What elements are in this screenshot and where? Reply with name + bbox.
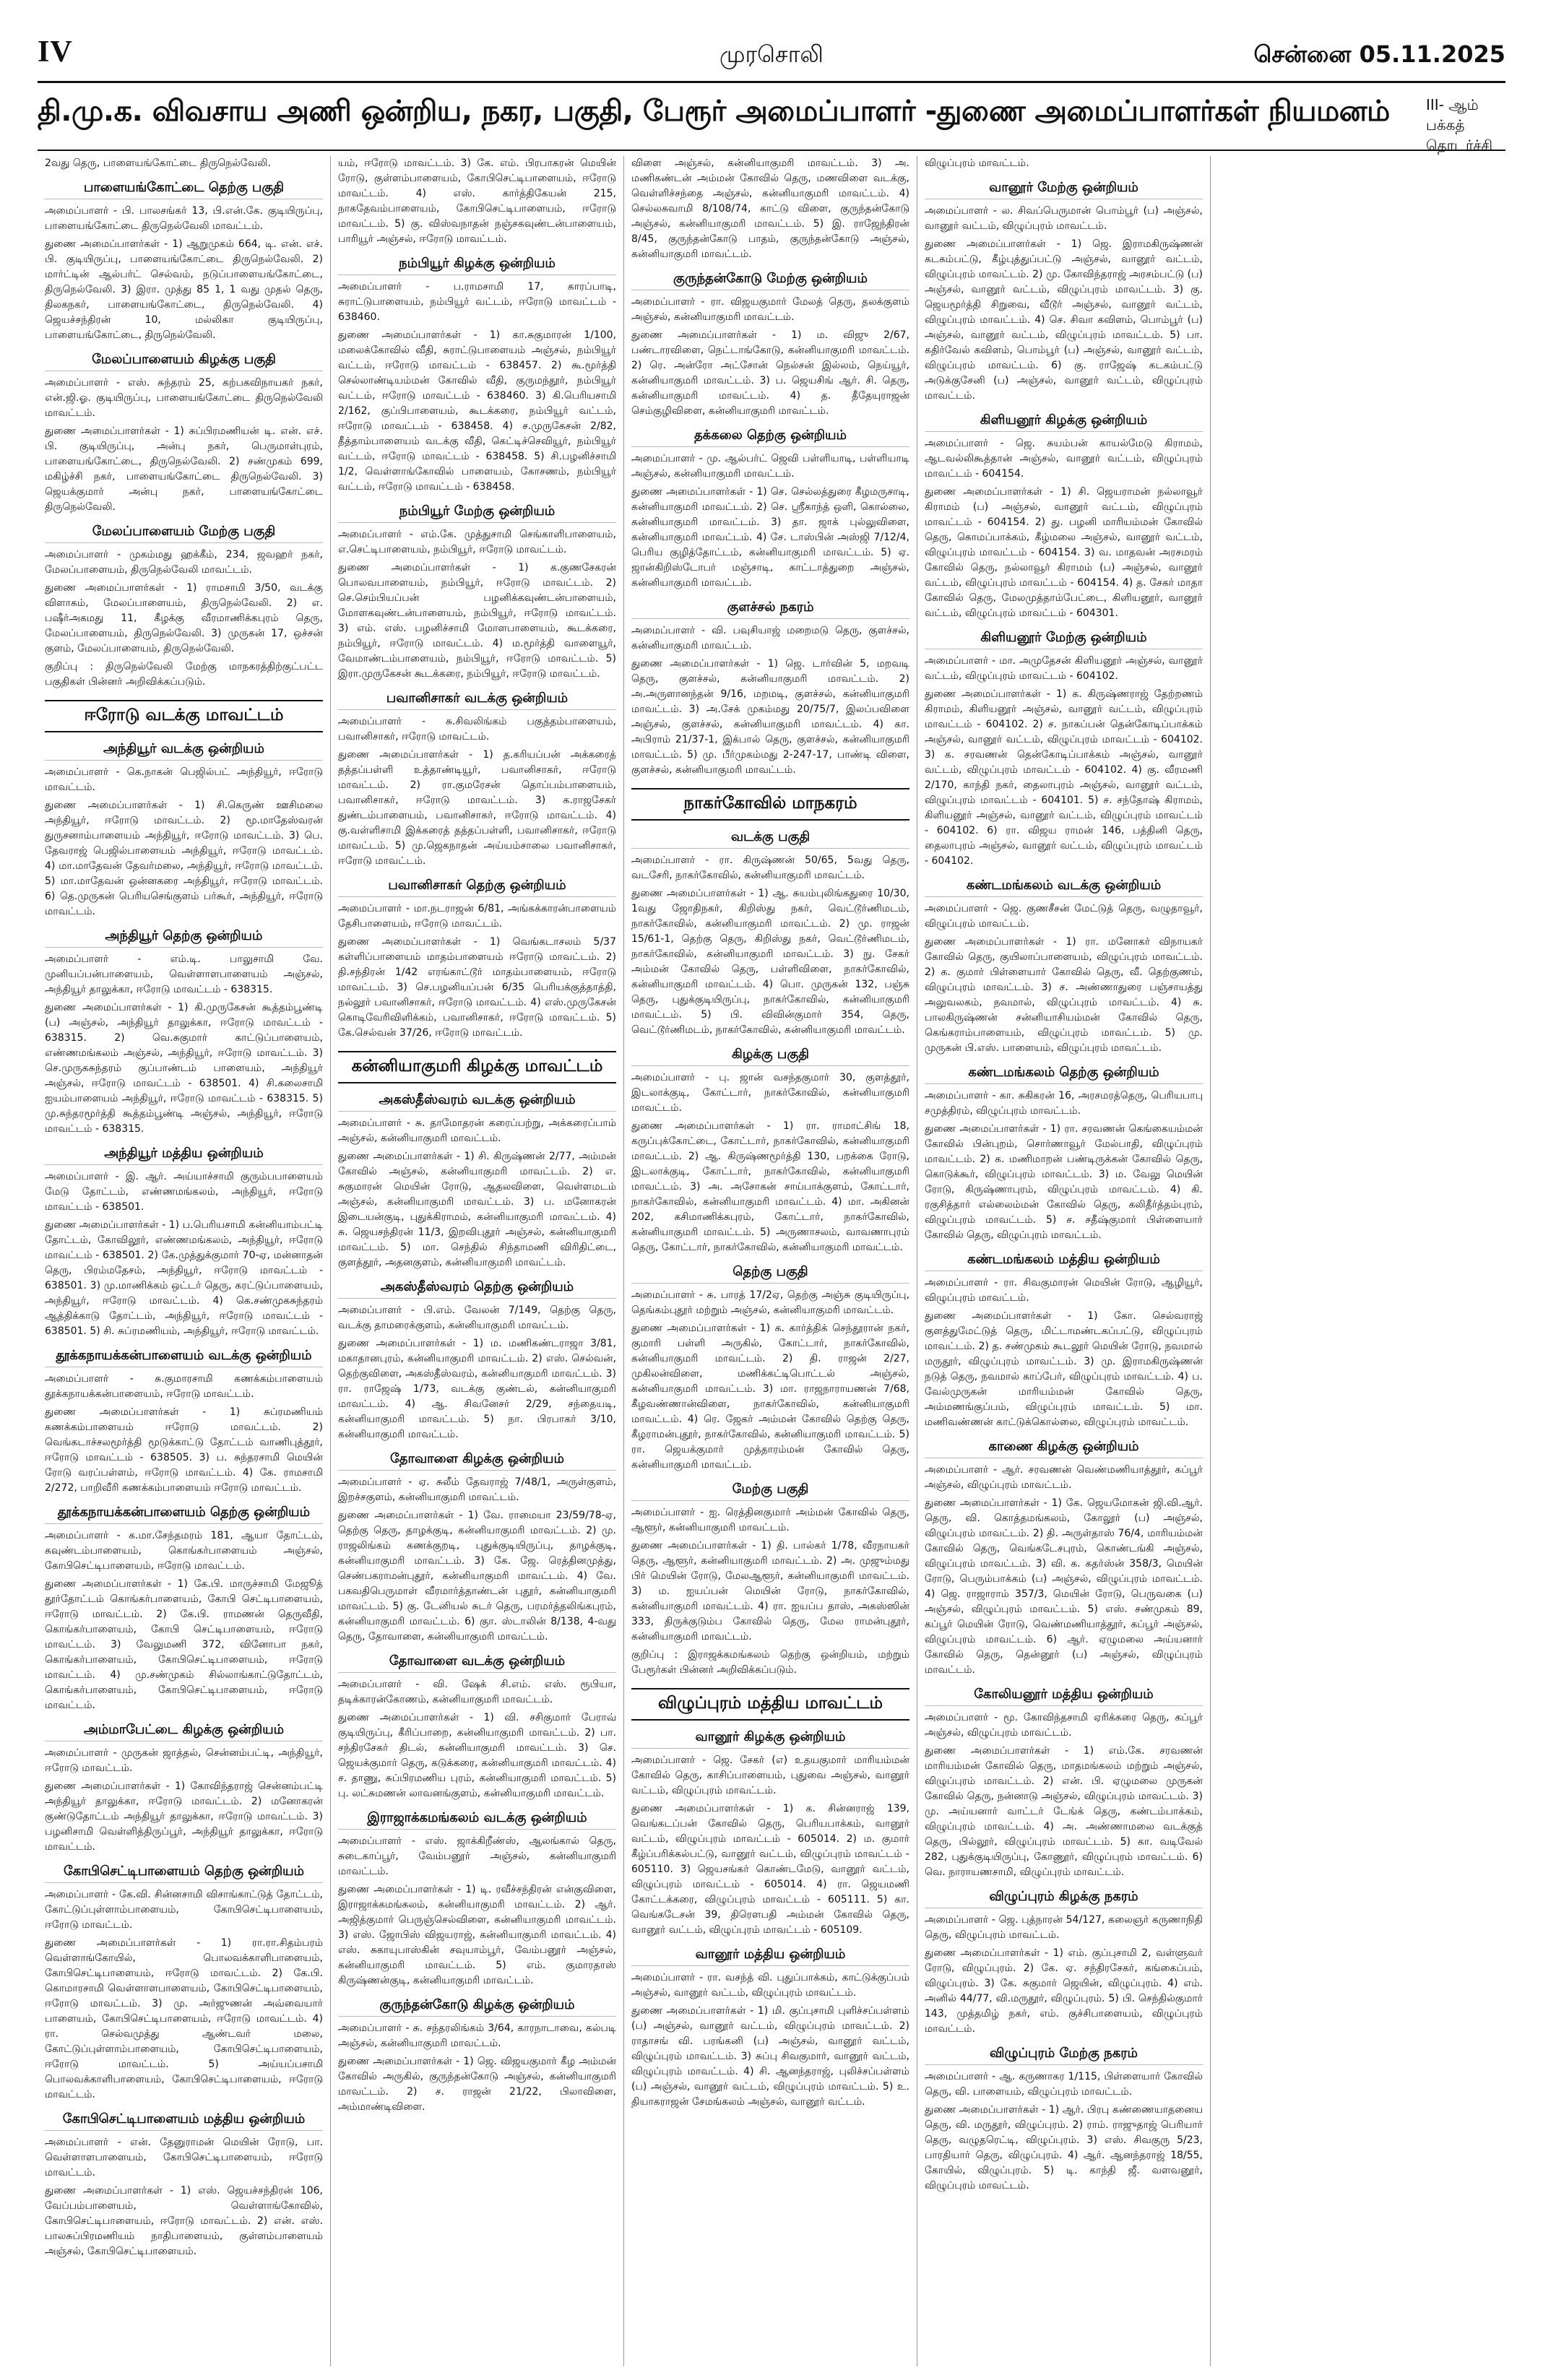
appointment-paragraph: அமைப்பாளர் - மூ. கோவிந்தசாமி ஏரிக்கரை தெரு, கப்பூர் அஞ்சல், விழுப்புரம் மாவட்டம். [925, 1712, 1203, 1739]
appointment-paragraph: அமைப்பாளர் - இ. ஆர். அய்யாச்சாமி குரும்பபாளையம் மேடு தோட்டம், எண்ணமங்கலம், அந்தியூர், ஈரோடு மாவட்டம் - 638501. [45, 1171, 323, 1213]
section-heading: வானூர் மேற்கு ஒன்றியம் [925, 180, 1203, 199]
appointment-paragraph: அமைப்பாளர் - மு. ஆல்பர்ட் ஜெவி பள்ளியாடி, பள்ளியாடி அஞ்சல், கன்னியாகுமரி மாவட்டம். [631, 453, 909, 480]
appointment-paragraph: அமைப்பாளர் - ஏ. சுலீம் தேவராஜ் 7/48/1, அருள்குளம், இறச்சகுளம், கன்னியாகுமரி மாவட்டம். [338, 1476, 616, 1503]
appointment-paragraph: அமைப்பாளர் - முகம்மது ஹக்கீம், 234, ஜவஹர் நகர், மேலப்பாளையம், திருநெல்வேலி மாவட்டம். [45, 549, 323, 576]
appointment-paragraph: அமைப்பாளர் - கே.வி. சின்னசாமி விசாங்காட்டுத் தோட்டம், கோட்டுப்புள்ளாம்பாளையம், கோபிசெட்டிபாளையம், ஈரோடு மாவட்டம். [45, 1889, 323, 1931]
appointment-paragraph: அமைப்பாளர் - ரா. சிவகுமாரன் மெயின் ரோடு, ஆழியூர், விழுப்புரம் மாவட்டம். [925, 1277, 1203, 1304]
district-heading: ஈரோடு வடக்கு மாவட்டம் [45, 700, 323, 732]
dateline: சென்னை 05.11.2025 [1253, 40, 1505, 68]
section-heading: தக்கலை தெற்கு ஒன்றியம் [631, 428, 909, 447]
section-heading: விழுப்புரம் மேற்கு நகரம் [925, 2046, 1203, 2065]
appointment-paragraph: துணை அமைப்பாளர்கள் - 1) கே. ஜெயமோகன் ஜி.வி.ஆர். தெரு, வி. கொத்தமங்கலம், கோலூர் (ப) அஞ்சல், விழுப்புரம் மாவட்டம். 2) தி. அருள்தாஸ் 76/4, மாரியம்மன் கோவில் தெரு, வெங்கடேசபுரம், கொண்டங்கி அஞ்சல், விழுப்புரம் மாவட்டம். 3) வி. க. கதர்ஸ்ன் 358/3, மெயின் ரோடு, பெரும்பாக்கம் (ப) அஞ்சல், விழுப்புரம் மாவட்டம். 4) ஜெ. ராஜாராம் 357/3, மெயின் ரோடு, பெருவகை (ப) அஞ்சல், விழுப்புரம் மாவட்டம். 5) எஸ். சண்முகம் 89, கப்பூர் மெயின் ரோடு, வெண்மணியாத்தூர், கப்பூர் அஞ்சல், விழுப்புரம் மாவட்டம். 6) ஆர். ஏழுமலை அய்யனார் கோவில் தெரு, தென்னூர் (ப) அஞ்சல், விழுப்புரம் மாவட்டம். [925, 1497, 1203, 1676]
section-heading: தோவாளை வடக்கு ஒன்றியம் [338, 1653, 616, 1673]
section-heading: கிழக்கு பகுதி [631, 1047, 909, 1066]
appointment-paragraph: அமைப்பாளர் - க.மா.சேந்தமரம் 181, ஆயா தோட்டம், கவுண்டம்பாளையம், கொங்கர்பாளையம் அஞ்சல், கோபிசெட்டிபாளையம், ஈரோடு மாவட்டம். [45, 1530, 323, 1572]
appointment-paragraph: விழுப்புரம் மாவட்டம். [925, 157, 1029, 169]
page-headline: தி.மு.க. விவசாய அணி ஒன்றிய, நகர, பகுதி, பேரூர் அமைப்பாளர் -துணை அமைப்பாளர்கள் நியமனம் [38, 95, 1390, 128]
appointment-paragraph: துணை அமைப்பாளர்கள் - 1) ராமசாமி 3/50, வடக்கு விளாகம், மேலப்பாளையம், திருநெல்வேலி. 2) எ. பஷீர்அகமது 11, கீழக்கு வீரமாணிக்கபுரம் தெரு, மேலப்பாளையம், திருநெல்வேலி. 3) முருகன் 17, ஒச்சன் குளம், மேலப்பாளையம், திருநெல்வேலி. [45, 582, 323, 654]
appointment-paragraph: அமைப்பாளர் - கெ.நாகன் பெஜில்பட் அந்தியூர், ஈரோடு மாவட்டம். [45, 766, 323, 793]
section-heading: இராஜாக்கமங்கலம் வடக்கு ஒன்றியம் [338, 1810, 616, 1830]
section-heading: தெற்கு பகுதி [631, 1264, 909, 1284]
newspaper-name: முரசொலி [719, 40, 824, 68]
appointment-paragraph: துணை அமைப்பாளர்கள் - 1) க. கிருஷ்ணராஜ் தேற்றணம் கிராமம், கிளியனூர் அஞ்சல், வானூர் வட்டம், விழுப்புரம் மாவட்டம் - 604102. 2) ச. நாகப்பன் தென்கோடிப்பாக்கம் அஞ்சல், வானூர் வட்டம், விழுப்புரம் மாவட்டம் - 604102. 3) க. சரவணன் தென்கோடிப்பாக்கம் அஞ்சல், வானூர் வட்டம், விழுப்புரம் மாவட்டம் - 604102. 4) கு. வீரமணி 2/170, காந்தி நகர், தைலாபுரம் அஞ்சல், வானூர் வட்டம், விழுப்புரம் மாவட்டம் - 604101. 5) ச. சந்தோஷ் கிராமம், கிளியனூர் அஞ்சல், வானூர் வட்டம், விழுப்புரம் மாவட்டம் - 604102. 6) ரா. விஜய ராமன் 146, பத்தினி தெரு, தைலாபுரம் அஞ்சல், வானூர் வட்டம், விழுப்புரம் மாவட்டம் - 604102. [925, 688, 1203, 867]
continuation-note: III- ஆம் பக்கத் தொடர்ச்சி [1426, 96, 1493, 154]
section-heading: அம்மாபேட்டை கிழக்கு ஒன்றியம் [45, 1722, 323, 1741]
section-heading: கோலியனூர் மத்திய ஒன்றியம் [925, 1687, 1203, 1706]
section-heading: கண்டமங்கலம் தெற்கு ஒன்றியம் [925, 1065, 1203, 1084]
appointment-paragraph: துணை அமைப்பாளர்கள் - 1) ஜெ. விஜயகுமார் கீழ அம்மன் கோவில் அருகில், குருந்தன்கோடு அஞ்சல், கன்னியாகுமரி மாவட்டம். 2) ச. ராஜன் 21/22, பிலாவிளை, அம்மாண்டிவிளை. [338, 2056, 616, 2113]
appointment-paragraph: துணை அமைப்பாளர்கள் - 1) தி. பால்கர் 1/78, வீரநாயகர் தெரு, ஆளூர், கன்னியாகுமரி மாவட்டம். 2) அ. முஜும்மது பிர் மெயின் ரோடு, மேலஆளூர், கன்னியாகுமரி மாவட்டம். 3) ம. ஐயப்பன் மெயின் ரோடு, நாகர்கோவில், கன்னியாகுமரி மாவட்டம். 4) ரா. ஐயப்ப தாஸ், அகஸ்ஸின் 333, திருக்குடும்ப கோவில் தெரு, மேல ராமன்புதூர், கன்னியாகுமரி மாவட்டம். [631, 1540, 909, 1643]
appointment-paragraph: துணை அமைப்பாளர்கள் - 1) கி.முருகேசன் கூத்தம்பூண்டி (ப) அஞ்சல், அந்தியூர் தாலுக்கா, ஈரோடு மாவட்டம் - 638315. 2) வெ.சுகுமார் காட்டுப்பாளையம், எண்ணமங்கலம் அஞ்சல், அந்தியூர், ஈரோடு மாவட்டம். 3) செ.முருகசுந்தரம் குப்பாண்டம் பாளையம், அந்தியூர் அஞ்சல், ஈரோடு மாவட்டம் - 638501. 4) சி.கலைசாமி ஐயம்பாளையம் அந்தியூர், ஈரோடு மாவட்டம் - 638315. 5) மு.சுந்தரமூர்த்தி கூத்தம்பூண்டி அஞ்சல், அந்தியூர், ஈரோடு மாவட்டம் - 638315. [45, 1002, 323, 1135]
appointment-paragraph: துணை அமைப்பாளர்கள் - 1) வி. சசிகுமார் பேராவ் குடியிருப்பு, கீரிப்பாறை, கன்னியாகுமரி மாவட்டம். 2) பா. சந்திரசேகர் திடல், கன்னியாகுமரி மாவட்டம். 3) செ. ஜெயக்குமார் தெரு, கடுக்கரை, கன்னியாகுமரி மாவட்டம். 4) ச. தாணு, சுப்பிரமணிய புரம், கன்னியாகுமரி மாவட்டம். 5) பு. லட்சுமணன் லாவனங்குளம், கன்னியாகுமரி மாவட்டம். [338, 1712, 616, 1799]
appointment-paragraph: குறிப்பு : திருநெல்வேலி மேற்கு மாநகரத்திற்குட்பட்ட பகுதிகள் பின்னர் அறிவிக்கப்படும். [45, 661, 323, 688]
section-heading: குருந்தன்கோடு கிழக்கு ஒன்றியம் [338, 1997, 616, 2017]
section-heading: கோபிசெட்டிபாளையம் தெற்கு ஒன்றியம் [45, 1864, 323, 1883]
article-columns [38, 156, 1505, 2366]
appointment-paragraph: அமைப்பாளர் - வி. பவுசியாஜ் மறைமடு தெரு, குளச்சல், கன்னியாகுமரி மாவட்டம். [631, 625, 909, 652]
section-heading: வானூர் கிழக்கு ஒன்றியம் [631, 1729, 909, 1749]
appointment-paragraph: அமைப்பாளர் - ப.ராமசாமி 17, காரப்பாடி, சுராட்டுபாளையம், நம்பியூர் வட்டம், ஈரோடு மாவட்டம் - 638460. [338, 281, 616, 323]
appointment-paragraph: யம், ஈரோடு மாவட்டம். 3) கே. எம். பிரபாகரன் மெயின் ரோடு, குள்ளம்பாளையம், கோபிசெட்டிபாளையம், ஈரோடு மாவட்டம். 4) எஸ். கார்த்திகேயன் 215, நாகதேவம்பாளையம், கோபிசெட்டிபாளையம், ஈரோடு மாவட்டம். 5) கு. விஸ்வநாதன் நஞ்சகவுண்டன்பாளையம், பாரியூர் அஞ்சல், ஈரோடு மாவட்டம். [338, 157, 616, 245]
appointment-paragraph: துணை அமைப்பாளர்கள் - 1) டி. ரவீச்சந்திரன் என்குவிளை, இராஜாக்கமங்கலம், கன்னியாகுமரி மாவட்டம். 2) ஆர். அஜித்குமார் பெருஞ்செல்விளை, கன்னியாகுமரி மாவட்டம். 3) எஸ். ஜோபிஸ் விஜயராஜ், கன்னியாகுமரி மாவட்டம். 4) எஸ். சுகாயுபாஸ்கின் சவுயாம்பூர், வேம்பனூர் அஞ்சல், கன்னியாகுமரி மாவட்டம். 5) எம். குமாரதாஸ் கிருஷ்ணன்குடி, கன்னியாகுமரி மாவட்டம். [338, 1884, 616, 1986]
appointment-paragraph: அமைப்பாளர் - எம்.கே. முத்துசாமி செங்காளிபாளையம், எ.செட்டிபாளையம், நம்பியூர், ஈரோடு மாவட்டம். [338, 529, 616, 555]
appointment-paragraph: துணை அமைப்பாளர்கள் - 1) ஆறுமுகம் 664, டி. என். எச். பி. குடியிருப்பு, பாளையங்கோட்டை திருநெல்வேலி. 2) மார்ட்டின் ஆல்பர்ட் செல்வம், நடுப்பாளையங்கோட்டை, திருநெல்வேலி. 3) இரா. முத்து 85 1, 1 வது முதல் தெரு, திலகநகர், பாளையங்கோட்டை, திருநெல்வேலி. 4) ஜெயச்சந்திரன் 10, மல்லிகா குடியிருப்பு, பாளையங்கோட்டை, திருநெல்வேலி. [45, 238, 323, 341]
appointment-paragraph: அமைப்பாளர் - ஆ. கருணாகர 1/115, பிள்ளையார் கோவில் தெரு, வி. பாளையம், விழுப்புரம் மாவட்டம். [925, 2071, 1203, 2098]
district-heading: நாகர்கோவில் மாநகரம் [631, 788, 909, 821]
appointment-paragraph: துணை அமைப்பாளர்கள் - 1) ம. மணிகண்டராஜா 3/81, மகாதானபுரம், கன்னியாகுமரி மாவட்டம். 2) எஸ். செல்வன், தெற்குவிளை, அகஸ்தீஸ்வரம், கன்னியாகுமரி மாவட்டம். 3) ரா. ராஜேஷ் 1/73, வடக்கு குண்டல், கன்னியாகுமரி மாவட்டம். 4) ஆ. சிவனேசர் 2/29, சந்தையடி, கன்னியாகுமரி மாவட்டம். 5) நா. பிரபாகர் 3/10, கன்னியாகுமரி மாவட்டம். [338, 1338, 616, 1440]
appointment-paragraph: அமைப்பாளர் - கா. சுகிகரன் 16, அரசமரத்தெரு, பெரியபாபு சமுத்திரம், விழுப்புரம் மாவட்டம். [925, 1090, 1203, 1117]
section-heading: பவானிசாகர் தெற்கு ஒன்றியம் [338, 878, 616, 897]
appointment-paragraph: துணை அமைப்பாளர்கள் - 1) சி. கிருஷ்ணன் 2/77, அம்மன் கோவில் அஞ்சல், கன்னியாகுமரி மாவட்டம். 2) எ. சுகுமாரன் மெயின் ரோடு, ஆதலவிளை, வெள்ளமடம் அஞ்சல், கன்னியாகுமரி மாவட்டம். 3) ப. மனோகரன் இடையன்குடி, புதுக்கிராமம், கன்னியாகுமரி மாவட்டம். 4) சு. ஜெயசந்திரன் 11/3, இறவிபுதூர் அஞ்சல், கன்னியாகுமரி மாவட்டம். 5) மா. செந்தில் சிந்தாமணி விரிதிட்டை, குளத்தூர், அதனகுளம், கன்னியாகுமரி மாவட்டம். [338, 1151, 616, 1268]
appointment-paragraph: அமைப்பாளர் - எஸ். சுந்தரம் 25, கற்பகவிநாயகர் நகர், என்.ஜி.ஓ. குடியிருப்பு, பாளையங்கோட்டை திருநெல்வேலி மாவட்டம். [45, 377, 323, 419]
appointment-paragraph: அமைப்பாளர் - சு.குமாரசாமி கணக்கம்பாளையம் தூக்கநாயக்கன்பாளையம், ஈரோடு மாவட்டம். [45, 1373, 323, 1400]
appointment-paragraph: அமைப்பாளர் - பி.எம். வேலன் 7/149, தெற்கு தெரு, வடக்கு தாமரைக்குளம், கன்னியாகுமரி மாவட்டம். [338, 1304, 616, 1331]
appointment-paragraph: அமைப்பாளர் - எஸ். ஜாக்கிறீண்ஸ், ஆலங்கால் தெரு, சுடைகாப்பூர், வேம்பனூர் அஞ்சல், கன்னியாகுமரி மாவட்டம். [338, 1835, 616, 1877]
appointment-paragraph: துணை அமைப்பாளர்கள் - 1) ஆர். பிரபு கண்ணையாதனைய தெரு, வி. மருதூர், விழுப்புரம். 2) ராம். ராஜுதாஜ் பெரியார் தெரு, வழுதரெட்டி, விழுப்புரம். 3) எஸ். சிவகுரு 5/23, பாரதியார் தெரு, விழுப்புரம். 4) ஆர். ஆனந்தராஜ் 18/55, கோயில், விழுப்புரம். 5) டி. காந்தி ஜீ. வளவனூர், விழுப்புரம் மாவட்டம். [925, 2104, 1203, 2191]
appointment-paragraph: அமைப்பாளர் - சு. சந்தரலிங்கம் 3/64, காரநாடாவை, கல்படி அஞ்சல், கன்னியாகுமரி மாவட்டம். [338, 2022, 616, 2049]
appointment-paragraph: துணை அமைப்பாளர்கள் - 1) மி. குப்புசாமி புளிச்சப்பள்ளம் (ப) அஞ்சல், வானூர் வட்டம், விழுப்புரம் மாவட்டம். 2) ராதாசங் வி. பரங்கனி (ப) அஞ்சல், வானூர் வட்டம், விழுப்புரம் மாவட்டம். 3) சுப்பு சிவகுமார், வானூர் வட்டம், விழுப்புரம் மாவட்டம். 4) சி. ஆனந்தராஜ், புலிச்சப்பள்ளம் (ப) அஞ்சல், வானூர் வட்டம், விழுப்புரம் மாவட்டம். 5) உ. தியாகராஜன் சேமங்கலம் அஞ்சல், வானூர் வட்டம். [631, 2005, 909, 2108]
appointment-paragraph: அமைப்பாளர் - ஆர். சரவணன் வெண்மணியாத்தூர், கப்பூர் அஞ்சல், விழுப்புரம் மாவட்டம். [925, 1464, 1203, 1491]
appointment-paragraph: அமைப்பாளர் - பி. பாலசங்கர் 13, பி.என்.கே. குடியிருப்பு, பாளையங்கோட்டை திருநெல்வேலி மாவட்டம். [45, 205, 323, 232]
appointment-paragraph: விளை அஞ்சல், கன்னியாகுமரி மாவட்டம். 3) அ. மணிகண்டன் அம்மன் கோவில் தெரு, மணவிளை வடக்கு, வெள்ளிச்சந்தை அஞ்சல், கன்னியாகுமரி மாவட்டம். 4) செல்லசுவாமி 8/108/74, காட்டு விளை, குருந்தன்கோடு அஞ்சல், கன்னியாகுமரி மாவட்டம். 5) இ. ராஜேந்திரன் 8/45, குருந்தன்கோடு பாதம், குருந்தன்கோடு அஞ்சல், கன்னியாகுமரி மாவட்டம். [631, 157, 909, 260]
appointment-paragraph: அமைப்பாளர் - ரா. விஜயகுமார் மேலத் தெரு, தலக்குளம் அஞ்சல், கன்னியாகுமரி மாவட்டம். [631, 296, 909, 323]
appointment-paragraph: அமைப்பாளர் - ரா. வசந்த் வி. புதுப்பாக்கம், காட்டுக்குப்பம் அஞ்சல், வானூர் வட்டம், விழுப்புரம் மாவட்டம். [631, 1972, 909, 1999]
column-5 [1211, 156, 1504, 2366]
masthead [38, 29, 1505, 83]
appointment-paragraph: அமைப்பாளர் - சு. தாமோதரன் கரைப்பற்று, அக்கரைப்பாம் அஞ்சல், கன்னியாகுமரி மாவட்டம். [338, 1117, 616, 1144]
appointment-paragraph: துணை அமைப்பாளர்கள் - 1) ப.பெரியசாமி கன்னியாம்பட்டி தோட்டம், கோவிலூர், எண்ணமங்கலம், அந்தியூர், ஈரோடு மாவட்டம் - 638501. 2) கே.முத்துக்குமார் 70-ஏ, மன்னாதன் தெரு, பிரம்மதேசம், அந்தியூர், ஈரோடு மாவட்டம் - 638501. 3) மு.மாணிக்கம் ஒட்டர் தெரு, கரட்டுப்பாளையம், அந்தியூர், ஈரோடு மாவட்டம். 4) கெ.சண்முகசுந்தரம் ஆத்திக்காடு தோட்டம், அந்தியூர், ஈரோடு மாவட்டம் - 638501. 5) சி. சுப்ரமணியம், அந்தியூர், ஈரோடு மாவட்டம். [45, 1219, 323, 1337]
section-heading: மேலப்பாளையம் கிழக்கு பகுதி [45, 352, 323, 371]
appointment-paragraph: அமைப்பாளர் - ல. சிவப்பெருமான் பொம்பூர் (ப) அஞ்சல், வானூர் வட்டம், விழுப்புரம் மாவட்டம். [925, 205, 1203, 232]
appointment-paragraph: குறிப்பு : இராஜக்கமங்கலம் தெற்கு ஒன்றியம், மற்றும் பேரூர்கள் பின்னர் அறிவிக்கப்படும். [631, 1649, 909, 1676]
appointment-paragraph: துணை அமைப்பாளர்கள் - 1) ரா. மனோகர் விநாயகர் கோவில் தெரு, குயிலாப்பாளையம், விழுப்புரம் மாவட்டம். 2) க. குமார் பிள்ளையார் கோவில் தெரு, வீ. தெற்குணம், விழுப்புரம் மாவட்டம். 3) ச. அண்ணாதுரை பஞ்சாயத்து அலுவலகம், நவமால், விழுப்புரம் மாவட்டம். 4) சு. பாலகிருஷ்ணன் சன்னியாசியம்மன் கோவில் தெரு, கெங்கராம்பாளையம், விழுப்புரம் மாவட்டம். 5) மு. முருகன் பி.எஸ். பாளையம், விழுப்புரம் மாவட்டம். [925, 936, 1203, 1054]
appointment-paragraph: அமைப்பாளர் - மா. அமுதேசன் கிளியனூர் அஞ்சல், வானூர் வட்டம், விழுப்புரம் மாவட்டம் - 604102. [925, 655, 1203, 682]
section-heading: கிளியனூர் மேற்கு ஒன்றியம் [925, 630, 1203, 649]
section-heading: தோவாளை கிழக்கு ஒன்றியம் [338, 1451, 616, 1471]
appointment-paragraph: துணை அமைப்பாளர்கள் - 1) ஜெ. இராமகிருஷ்ணன் கடகம்பட்டு, கீழ்புத்துப்பட்டு அஞ்சல், வானூர் வட்டம், விழுப்புரம் மாவட்டம். 2) மு. கோவிந்தராஜ் அரசம்பட்டு (ப) அஞ்சல், வானூர் வட்டம், விழுப்புரம் மாவட்டம். 3) கு. ஜெயமூர்த்தி சிறுவை, வீடூர் அஞ்சல், வானூர் வட்டம், விழுப்புரம் மாவட்டம். 4) செ. சிவா கவிளம், பொம்பூர் (ப) அஞ்சல், வானூர் வட்டம், விழுப்புரம் மாவட்டம். 5) பா. கதிர்வேல் கவிளம், பொம்பூர் (ப) அஞ்சல், வானூர் வட்டம், விழுப்புரம் மாவட்டம். 6) கு. ராஜேஷ் கடகம்பட்டு அடுக்குசேனி (ப) அஞ்சல், வானூர் வட்டம், விழுப்புரம் மாவட்டம். [925, 238, 1203, 402]
section-heading: அந்தியூர் மத்திய ஒன்றியம் [45, 1146, 323, 1165]
section-heading: மேலப்பாளையம் மேற்கு பகுதி [45, 524, 323, 543]
district-heading: கன்னியாகுமரி கிழக்கு மாவட்டம் [338, 1051, 616, 1083]
appointment-paragraph: துணை அமைப்பாளர்கள் - 1) ரா.ரா.சிதம்பரம் வெள்ளாங்கோயில், பொலவக்காளிபாளையம், கோபிசெட்டிபாளையம், ஈரோடு மாவட்டம். 2) கே.பி. கொமாரசாமி வெள்ளாளபாளையம், கோபிசெட்டிபாளையம், ஈரோடு மாவட்டம். 3) மு. அர்ஜுணன் அவ்வையார் பாளையம், கோபிசெட்டிபாளையம், ஈரோடு மாவட்டம். 4) ரா. செல்வமுத்து ஆண்டவர் மலை, கோட்டுப்புள்ளாம்பாளையம், கோபிசெட்டிபாளையம், ஈரோடு மாவட்டம். 5) அய்யப்பசாமி பொலவக்காளிபாளையம், கோபிசெட்டிபாளையம், ஈரோடு மாவட்டம். [45, 1937, 323, 2100]
column-2 [331, 156, 624, 2366]
appointment-paragraph: அமைப்பாளர் - ரா. கிருஷ்ணன் 50/65, 5வது தெரு, வடசேரி, நாகர்கோவில், கன்னியாகுமரி மாவட்டம். [631, 854, 909, 881]
appointment-paragraph: அமைப்பாளர் - பு. ஜான் வசந்தகுமார் 30, குளத்தூர், இடலாக்குடி, கோட்டார், நாகர்கோவில், கன்னியாகுமரி மாவட்டம். [631, 1072, 909, 1114]
section-heading: குருந்தன்கோடு மேற்கு ஒன்றியம் [631, 271, 909, 290]
column-4 [917, 156, 1211, 2366]
section-heading: நம்பியூர் மேற்கு ஒன்றியம் [338, 503, 616, 523]
page-number: IV [38, 35, 73, 69]
section-heading: மேற்கு பகுதி [631, 1481, 909, 1501]
section-heading: விழுப்புரம் கிழக்கு நகரம் [925, 1889, 1203, 1908]
appointment-paragraph: துணை அமைப்பாளர்கள் - 1) கா.சுகுமாரன் 1/100, மலைக்கோவில் வீதி, சுராட்டுபாளையம் அஞ்சல், நம்பியூர் வட்டம், ஈரோடு மாவட்டம் - 638457. 2) கூ.மூர்த்தி செல்லாண்டியம்மன் கோவில் வீதி, குருமந்தூர், நம்பியூர் வட்டம், ஈரோடு மாவட்டம் - 638460. 3) கி.பெரியசாமி 2/162, குப்பிபாளையம், கூடக்கரை, நம்பியூர் வட்டம், ஈரோடு மாவட்டம் - 638458. 4) ச.முருகேசன் 2/82, தீத்தாம்பாளையம் வடக்கு வீதி, கெட்டிச்செவியூர், நம்பியூர் வட்டம், ஈரோடு மாவட்டம் - 638458. 5) சி.பழனிச்சாமி 1/2, வெள்ளாங்கோவில் பாளையம், கோசணம், நம்பியூர் வட்டம், ஈரோடு மாவட்டம் - 638458. [338, 329, 616, 493]
appointment-paragraph: அமைப்பாளர் - ஜெ. சுயம்பன் காயல்மேடு கிராமம், ஆடவல்லிகூத்தான் அஞ்சல், வானூர் வட்டம், விழுப்புரம் மாவட்டம் - 604154. [925, 438, 1203, 480]
appointment-paragraph: அமைப்பாளர் - முருகன் ஜாத்தல், சென்னம்பட்டி, அந்தியூர், ஈரோடு மாவட்டம். [45, 1747, 323, 1774]
section-heading: கண்டமங்கலம் மத்திய ஒன்றியம் [925, 1252, 1203, 1271]
section-heading: கிளியனூர் கிழக்கு ஒன்றியம் [925, 412, 1203, 432]
appointment-paragraph: துணை அமைப்பாளர்கள் - 1) சுப்பிரமணியன் டி. என். எச். பி. குடியிருப்பு, அன்பு நகர், பெருமாள்புரம், பாளையங்கோட்டை, திருநெல்வேலி. 2) சண்முகம் 699, மகிழ்ச்சி நகர், பாளையங்கோட்டை திருநெல்வேலி. 3) ஜெயக்குமார் அன்பு நகர், பாளையங்கோட்டை திருநெல்வேலி. [45, 425, 323, 513]
appointment-paragraph: துணை அமைப்பாளர்கள் - 1) க. சின்னராஜ் 139, வெங்கடப்பன் கோவில் தெரு, பெரியபாக்கம், வானூர் வட்டம், விழுப்புரம் மாவட்டம் - 605014. 2) ம. குமார் கீழ்ப்பரிக்கல்பட்டு, வானூர் வட்டம், விழுப்புரம் மாவட்டம் - 605110. 3) ஜெயசங்கர் கொண்டமேடு, வானூர் வட்டம், விழுப்புரம் மாவட்டம் - 605014. 4) ரா. ஜெயமணி கோட்டக்கரை, விழுப்புரம் மாவட்டம் - 605111. 5) கா. வெங்கடேசன் 39, திரௌபதி அம்மன் கோவில் தெரு, வானூர் வட்டம், விழுப்புரம் மாவட்டம் - 605109. [631, 1803, 909, 1936]
appointment-paragraph: துணை அமைப்பாளர்கள் - 1) கோ. செல்வராஜ் குளத்துமேட்டுத் தெரு, மிட்டாமண்டகப்பட்டு, விழுப்புரம் மாவட்டம். 2) த. சண்முகம் கூடலூர் மெயின் ரோடு, நவமால் மருதூர், விழுப்புரம் மாவட்டம். 3) மு. இராமகிருஷ்ணன் நடுத் தெரு, நவமால் காப்பேர், விழுப்புரம் மாவட்டம். 4) ப. வேல்முருகன் மாரியம்மன் கோவில் தெரு, அம்மணங்குப்பம், விழுப்புரம் மாவட்டம். 5) மா. மணிவண்ணன் காட்டுக்கொல்லை, விழுப்புரம் மாவட்டம். [925, 1310, 1203, 1428]
appointment-paragraph: துணை அமைப்பாளர்கள் - 1) ஜெ. டார்வின் 5, மறவடி தெரு, குளச்சல், கன்னியாகுமரி மாவட்டம். 2) அ.அருளானந்தன் 9/16, மறமடி, குளச்சல், கன்னியாகுமரி மாவட்டம். 3) அ.சேக் முகம்மது 20/75/7, இலப்பவிளை அஞ்சல், குளச்சல், கன்னியாகுமரி மாவட்டம். 4) கா. அபிராம் 21/37-1, இக்பால் தெரு, குளச்சல், கன்னியாகுமரி மாவட்டம். 5) மு. பீர்முகம்மது 2-247-17, பாண்டி விளை, குளச்சல், கன்னியாகுமரி மாவட்டம். [631, 658, 909, 776]
appointment-paragraph: துணை அமைப்பாளர்கள் - 1) சுப்ரமணியம் கணக்கம்பாளையம் ஈரோடு மாவட்டம். 2) வெங்கடாச்சலமூர்த்தி மூடுக்காட்டு தோட்டம் வாணிபுத்தூர், ஈரோடு மாவட்டம் - 638505. 3) ப. சுந்தரசாமி மெயின் ரோடு வரப்பள்ளம், ஈரோடு மாவட்டம். 4) கே. ராமசாமி 2/272, பாறிவீரி கணக்கம்பாளையம் ஈரோடு மாவட்டம். [45, 1406, 323, 1494]
appointment-paragraph: துணை அமைப்பாளர்கள் - 1) சி.கெருண் ஊசிமலை அந்தியூர், ஈரோடு மாவட்டம். 2) மூ.மாதேஸ்வரன் துருசனாம்பாளையம் அந்தியூர், ஈரோடு மாவட்டம். 3) பெ. தேவராஜ் பெஜில்பாளையம் அந்தியூர், ஈரோடு மாவட்டம். 4) மா.மாதேவன் தேவர்மலை, அந்தியூர், ஈரோடு மாவட்டம். 5) மா.மாதேவன் ஒன்னகரை அந்தியூர், ஈரோடு மாவட்டம். 6) தெ.முருகன் பெரியசெங்குளம் பர்கூர், அந்தியூர், ஈரோடு மாவட்டம். [45, 800, 323, 917]
appointment-paragraph: அமைப்பாளர் - எம்.டி. பாலுசாமி வே. முனியப்பன்பாளையம், வெள்ளாளபாளையம் அஞ்சல், அந்தியூர் தாலுக்கா, ஈரோடு மாவட்டம் - 638315. [45, 953, 323, 995]
section-heading: நம்பியூர் கிழக்கு ஒன்றியம் [338, 256, 616, 275]
appointment-paragraph: அமைப்பாளர் - வி. ஷேக் சி.எம். எஸ். ரூபியா, தடிக்காரன்கோணம், கன்னியாகுமரி மாவட்டம். [338, 1679, 616, 1705]
appointment-paragraph: துணை அமைப்பாளர்கள் - 1) கோவிந்தராஜ் சென்னம்பட்டி அந்தியூர் தாலுக்கா, ஈரோடு மாவட்டம். 2) மனோகரன் குண்டுதோட்டம் அந்தியூர் தாலுக்கா, ஈரோடு மாவட்டம். 3) பழனிசாமி வெள்ளித்திருப்பூர், அந்தியூர் தாலுக்கா, ஈரோடு மாவட்டம். [45, 1780, 323, 1853]
appointment-paragraph: அமைப்பாளர் - ஜெ. சேகர் (எ) உதயகுமார் மாரியம்மன் கோவில் தெரு, காசிப்பாளையம், புதுவை அஞ்சல், வானூர் வட்டம், விழுப்புரம் மாவட்டம். [631, 1754, 909, 1796]
appointment-paragraph: துணை அமைப்பாளர்கள் - 1) த.கரியப்பன் அக்கரைத் தத்தப்பள்ளி உத்தாண்டியூர், பவானிசாகர், ஈரோடு மாவட்டம். 2) ரா.குமரேசன் தொப்பம்பாளையம், பவானிசாகர், ஈரோடு மாவட்டம். 3) க.ராஜசேகர் துண்டம்பாளையம், பவானிசாகர், ஈரோடு மாவட்டம். 4) கு.வள்ளிசாமி இக்கரைத் தத்தப்பள்ளி, பவானிசாகர், ஈரோடு மாவட்டம். 5) மு.ஜெகநாதன் அய்யம்சாலை பவானிசாகர், ஈரோடு மாவட்டம். [338, 749, 616, 867]
section-heading: அந்தியூர் தெற்கு ஒன்றியம் [45, 928, 323, 948]
section-heading: தூக்கநாயக்கன்பாளையம் தெற்கு ஒன்றியம் [45, 1505, 323, 1524]
appointment-paragraph: துணை அமைப்பாளர்கள் - 1) எஸ். ஜெயச்சந்திரன் 106, வேப்பம்பாளையம், வெள்ளாங்கோவில், கோபிசெட்டிபாளையம், ஈரோடு மாவட்டம். 2) என். எஸ். பாலசுப்பிரமணியம் நாதிபாளையம், குள்ளம்பாளையம் அஞ்சல், கோபிசெட்டிபாளையம். [45, 2185, 323, 2257]
district-heading: விழுப்புரம் மத்திய மாவட்டம் [631, 1688, 909, 1721]
column-1 [38, 156, 331, 2366]
section-heading: அகஸ்தீஸ்வரம் தெற்கு ஒன்றியம் [338, 1279, 616, 1299]
appointment-paragraph: துணை அமைப்பாளர்கள் - 1) வே. ராமையா 23/59/78-ஏ, தெற்கு தெரு, தாழக்குடி, கன்னியாகுமரி மாவட்டம். 2) மு. ராஜலிங்கம் கணக்குறடி, புதுக்குடியிருப்பு, தாழக்குடி, கன்னியாகுமரி மாவட்டம். 3) கே. ஜே. ரெத்தினமுத்து, செண்பகராமன்புதூர், கன்னியாகுமரி மாவட்டம். 4) வே. பகவதிபெருமாள் வீரமார்த்தாண்டன் புதூர், கன்னியாகுமரி மாவட்டம். 5) கு. டேனியல் சுடர் தெரு, பரமர்த்தலிங்கபுரம், கன்னியாகுமரி மாவட்டம். 6) குா. ஸ்டாலின் 8/138, 4-வது தெரு, தோவாளை, கன்னியாகுமரி மாவட்டம். [338, 1510, 616, 1643]
section-heading: கோபிசெட்டிபாளையம் மத்திய ஒன்றியம் [45, 2111, 323, 2131]
headline-row [38, 83, 1505, 154]
section-heading: காணை கிழக்கு ஒன்றியம் [925, 1439, 1203, 1458]
appointment-paragraph: துணை அமைப்பாளர்கள் - 1) க. கார்த்திக் செந்தூரான் நகர், குமாரி பள்ளி அருகில், கோட்டார், நாகர்கோவில், கன்னியாகுமரி மாவட்டம். 2) தி. ராஜன் 2/27, முகிலன்விளை, மணிக்கட்டிபொட்டல் அஞ்சல், கன்னியாகுமரி மாவட்டம். 3) மா. ராஜநாராயணன் 7/68, கீழவண்ணான்விளை, நாகர்கோவில், கன்னியாகுமரி மாவட்டம். 4) ரெ. ஜேகர் அம்மன் கோவில் தெற்கு தெரு, கீழராமன்புதூர், நாகர்கோவில், கன்னியாகுமரி மாவட்டம். 5) ரா. ஜெயக்குமார் முத்தாரம்மன் கோவில் தெரு, கன்னியாகுமரி மாவட்டம். [631, 1323, 909, 1471]
appointment-paragraph: துணை அமைப்பாளர்கள் - 1) ரா. சரவணன் கெங்கையம்மன் கோவில் பின்புறம், சொர்ணாவூர் மேல்பாதி, விழுப்புரம் மாவட்டம். 2) க. மணிமாறன் பண்டிருக்கன் கோவில் தெரு, கொடுக்கூர், விழுப்புரம் மாவட்டம். 3) ம. வேலு மெயின் ரோடு, கிருஷ்ணாபுரம், விழுப்புரம் மாவட்டம். 4) கி. ரகுசித்தார் எல்லைம்மன் கோவில் தெரு, கலிதீர்த்தம்புரம், விழுப்புரம் மாவட்டம். 5) ச. சதீஷ்குமார் பிள்ளையார் கோவில் தெரு, விழுப்புரம் மாவட்டம். [925, 1123, 1203, 1241]
appointment-paragraph: 2வது தெரு, பாளையங்கோட்டை திருநெல்வேலி. [45, 157, 271, 169]
section-heading: வானூர் மத்திய ஒன்றியம் [631, 1947, 909, 1966]
section-heading: கண்டமங்கலம் வடக்கு ஒன்றியம் [925, 878, 1203, 897]
section-heading: வடக்கு பகுதி [631, 829, 909, 849]
appointment-paragraph: அமைப்பாளர் - ஜெ. புத்நாரன் 54/127, கலைஞர் கருணாநிதி தெரு, விழுப்புரம் மாவட்டம். [925, 1914, 1203, 1941]
appointment-paragraph: துணை அமைப்பாளர்கள் - 1) ரா. ராமாட்சிங் 18, கருப்புக்கோட்டை, கோட்டார், நாகர்கோவில், கன்னியாகுமரி மாவட்டம். 2) ஆ. கிருஷ்ணமூர்த்தி 130, பறக்கை ரோடு, இடலாக்குடி, கோட்டார், நாகர்கோவில், கன்னியாகுமரி மாவட்டம். 3) அ. அசோகன் சாய்பாக்குளம், கோட்டார், நாகர்கோவில், கன்னியாகுமரி மாவட்டம். 4) மா. அகினன் 202, கசிமாணிக்கபுரம், கோட்டார், நாகர்கோவில், கன்னியாகுமரி மாவட்டம். 5) அருணாசலம், வாவணாபுரம் தெரு, கோட்டார், நாகர்கோவில், கன்னியாகுமரி மாவட்டம். [631, 1120, 909, 1253]
section-heading: தூக்கநாயக்கன்பாளையம் வடக்கு ஒன்றியம் [45, 1348, 323, 1367]
appointment-paragraph: துணை அமைப்பாளர்கள் - 1) செ. செல்லத்துரை கீழமருசாடி, கன்னியாகுமரி மாவட்டம். 2) செ. ஸ்ரீகாந்த் ஒளி, கொல்லை, கன்னியாகுமரி மாவட்டம். 3) தா. ஜாக் புல்லுவிளை, கன்னியாகுமரி மாவட்டம். 4) சே. டாஸ்பின் அஸ்ஜி 7/12/4, பெரிய குழித்தோட்டம், கன்னியாகுமரி மாவட்டம். 5) ஏ. ஜான்கிறிஸ்டோபர் மஞ்சாடி, காட்டாத்துறை அஞ்சல், கன்னியாகுமரி மாவட்டம். [631, 486, 909, 589]
appointment-paragraph: அமைப்பாளர் - சு.சிவலிங்கம் பகுத்தம்பாளையம், பவானிசாகர், ஈரோடு மாவட்டம். [338, 716, 616, 743]
appointment-paragraph: துணை அமைப்பாளர்கள் - 1) எம். குப்புசாமி 2, வள்ளுவர் ரோடு, விழுப்புரம். 2) கே. ஏ. சந்திரசேகர், கங்கைப்பம், விழுப்புரம். 3) கே. சுகுமார் ஜெயின், விழுப்புரம். 4) எம். அனில் 44/77, வி.மருதூர், விழுப்புரம். 5) பி. செந்தில்குமார் 143, முத்தமிழ் நகர், எம். குச்சிபாளையம், விழுப்புரம் மாவட்டம். [925, 1947, 1203, 2035]
appointment-paragraph: துணை அமைப்பாளர்கள் - 1) க.குணசேகரன் பொலவபாளையம், நம்பியூர், ஈரோடு மாவட்டம். 2) செ.செம்பியப்பன் பழனிக்கவுண்டன்பாளையம், மோளகவுண்டன்பாளையம், நம்பியூர், ஈரோடு மாவட்டம். 3) எம். எஸ். பழனிச்சாமி மோளபாளையம், கூடக்கரை, நம்பியூர், ஈரோடு மாவட்டம். 4) ம.மூர்த்தி வாளையூர், வேமாண்டம்பாளையம், நம்பியூர், ஈரோடு மாவட்டம். 5) இரா.முருகேசன் கூடக்கரை, நம்பியூர், ஈரோடு மாவட்டம். [338, 562, 616, 680]
column-3 [624, 156, 917, 2366]
appointment-paragraph: துணை அமைப்பாளர்கள் - 1) ஆ. சுயம்புலிங்கதுரை 10/30, 1வது ஜோதிநகர், கிறிஸ்து நகர், வெட்டூர்ணிமடம், நாகர்கோவில், கன்னியாகுமரி மாவட்டம். 2) மு. ராஜன் 15/61-1, தெற்கு தெரு, கிறிஸ்து நகர், வெட்டூர்ணிமடம், நாகர்கோவில், கன்னியாகுமரி மாவட்டம். 3) நு. சேகர் அம்மன் கோவில் தெரு, பள்ளிவிளை, நாகர்கோவில், கன்னியாகுமரி மாவட்டம். 4) பொ. முருகன் 132, பஞ்சு தெரு, புதுக்குடியிருப்பு, நாகர்கோவில், கன்னியாகுமரி மாவட்டம். 5) பி. விவின்குமார் 354, தெரு, வெட்டூர்ணிமடம், நாகர்கோவில், கன்னியாகுமரி மாவட்டம். [631, 888, 909, 1036]
appointment-paragraph: துணை அமைப்பாளர்கள் - 1) சி. ஜெயராமன் நல்லாவூர் கிராமம் (ப) அஞ்சல், வானூர் வட்டம், விழுப்புரம் மாவட்டம் - 604154. 2) து. பழனி மாரியம்மன் கோவில் தெரு, கொமப்பாக்கம், கீழ்மலை அஞ்சல், வானூர் வட்டம், விழுப்புரம் மாவட்டம் - 604154. 3) வ. மாதவன் அரசமரம் கோவில் தெரு, நல்லாவூர் கிராமம் (ப) அஞ்சல், வானூர் வட்டம், விழுப்புரம் மாவட்டம் - 604154. 4) த. சேகர் மாதா கோவில் தெரு, மேலமுத்தாம்பேட்டை, கிளியனூர், வானூர் வட்டம், விழுப்புரம் மாவட்டம் - 604301. [925, 486, 1203, 619]
appointment-paragraph: அமைப்பாளர் - என். தேனுராமன் மெயின் ரோடு, பா. வெள்ளாளபாளையம், கோபிசெட்டிபாளையம், ஈரோடு மாவட்டம். [45, 2137, 323, 2178]
section-heading: பவானிசாகர் வடக்கு ஒன்றியம் [338, 691, 616, 710]
section-heading: அந்தியூர் வடக்கு ஒன்றியம் [45, 741, 323, 761]
appointment-paragraph: துணை அமைப்பாளர்கள் - 1) எம்.கே. சரவணன் மாரியம்மன் கோவில் தெரு, மாதமங்கலம் மற்றும் அஞ்சல், விழுப்புரம் மாவட்டம். 2) என். பி. ஏழுமலை முருகன் கோவில் தெரு, நன்னாடு அஞ்சல், விழுப்புரம் மாவட்டம். 3) மு. அய்யனார் வாட்டர் டேங்க் தெரு, கண்டம்பாக்கம், விழுப்புரம் மாவட்டம். 4) அ. அண்ணாமலை வடக்குத் தெரு, பில்லூர், விழுப்புரம் மாவட்டம். 5) கா. வடிவேல் 282, புதுக்குடியிருப்பு, கோணூர், விழுப்புரம் மாவட்டம். 6) வெ. நாராயணசாமி, விழுப்புரம் மாவட்டம். [925, 1745, 1203, 1878]
appointment-paragraph: அமைப்பாளர் - ஜெ. குணசீசன் மேட்டுத் தெரு, வழுதாவூர், விழுப்புரம் மாவட்டம். [925, 903, 1203, 930]
appointment-paragraph: துணை அமைப்பாளர்கள் - 1) கே.பி. மாருச்சாமி மேஜூத் தூர்தோட்டம் கொங்கர்பாளையம், கோபி செட்டிபாளையம், ஈரோடு மாவட்டம். 2) கே.பி. ராமணன் தெருவீதி, கொங்கர்பாளையம், கோபி செட்டிபாளையம், ஈரோடு மாவட்டம். 3) வேலுமணி 372, வினோபா நகர், கொங்கர்பாளையம், கோபிசெட்டிபாளையம், ஈரோடு மாவட்டம். 4) மு.சண்முகம் சில்லாங்காட்டுதோட்டம், கொங்கர்பாளையம், கோபிசெட்டிபாளையம், ஈரோடு மாவட்டம். [45, 1578, 323, 1711]
appointment-paragraph: துணை அமைப்பாளர்கள் - 1) வெங்கடாசலம் 5/37 கள்ளிப்பாளையம் மாதம்பாளையம் ஈரோடு மாவட்டம். 2) தி.சந்திரன் 1/42 எரங்காட்டூர் மாதம்பாளையம், ஈரோடு மாவட்டம். 3) செ.பழனியப்பன் 6/35 பெரியக்குத்தாத்தி, நல்லூர் பவானிசாகர், ஈரோடு மாவட்டம். 4) எஸ்.முருகேசன் கொடிவேரிவிளிக்கம், பவானிசாகர், ஈரோடு மாவட்டம். 5) கே.செல்வன் 37/26, ஈரோடு மாவட்டம். [338, 936, 616, 1039]
appointment-paragraph: துணை அமைப்பாளர்கள் - 1) ம. விஜு 2/67, பண்டாரவிளை, நெட்டாங்கோடு, கன்னியாகுமரி மாவட்டம். 2) ரெ. அன்ரோ அட்சோன் நெல்சன் இல்லம், நெய்யூர், கன்னியாகுமரி மாவட்டம். 3) ப. ஜெயசிங் ஆர். சி. தெரு, கன்னியாகுமரி மாவட்டம். 4) த. தீதேயுராஜன் செம்குழிவிளை, கன்னியாகுமரி மாவட்டம். [631, 329, 909, 417]
appointment-paragraph: அமைப்பாளர் - மா.நடராஜன் 6/81, அங்கக்காரன்பாளையம் தேசிபாளையம், ஈரோடு மாவட்டம். [338, 903, 616, 930]
appointment-paragraph: அமைப்பாளர் - ஐ. ரெத்தினகுமார் அம்மன் கோவில் தெரு, ஆளூர், கன்னியாகுமரி மாவட்டம். [631, 1507, 909, 1533]
section-heading: குளச்சல் நகரம் [631, 600, 909, 619]
appointment-paragraph: அமைப்பாளர் - சு. பாரத் 17/2ஏ, தெற்கு அஞ்சு குடியிருப்பு, தெங்கம்புதூர் மற்றும் அஞ்சல், கன்னியாகுமரி மாவட்டம். [631, 1289, 909, 1316]
section-heading: பாளையங்கோட்டை தெற்கு பகுதி [45, 180, 323, 199]
section-heading: அகஸ்தீஸ்வரம் வடக்கு ஒன்றியம் [338, 1092, 616, 1112]
